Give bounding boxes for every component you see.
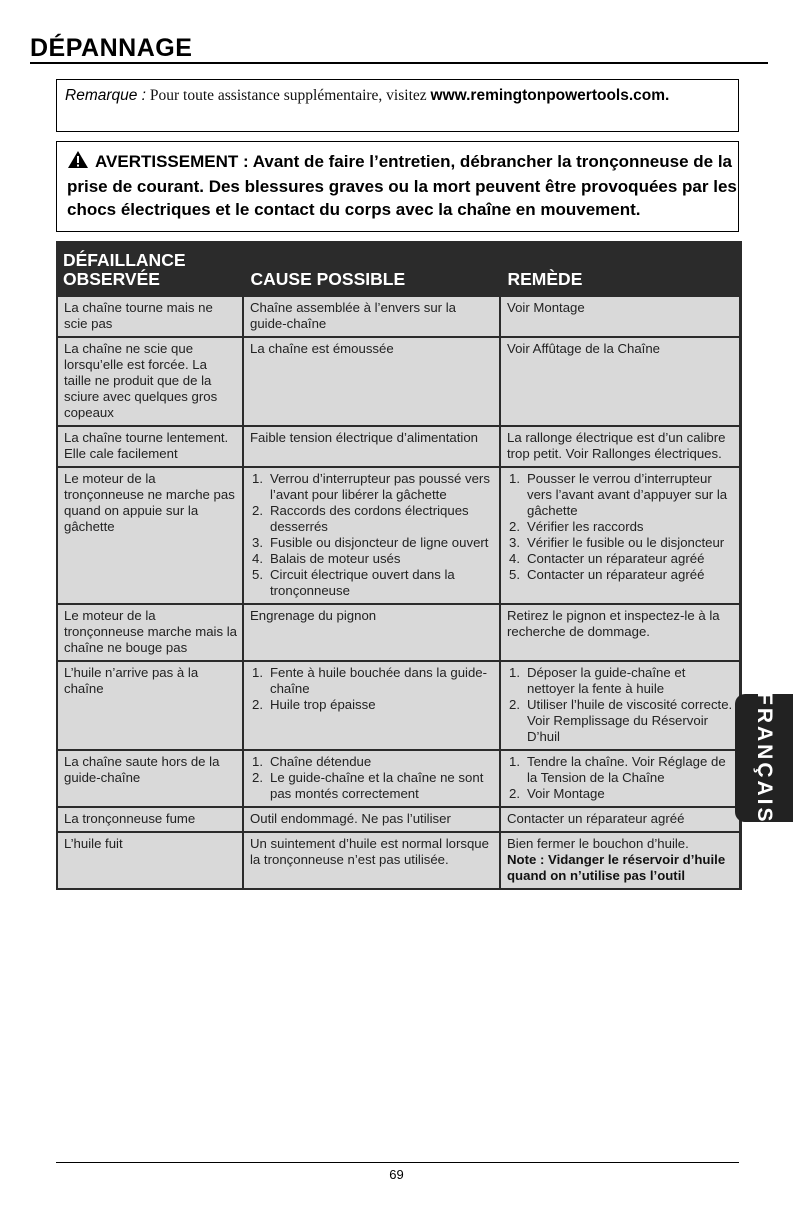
remedy-cell <box>500 750 740 807</box>
cell-text: La rallonge électrique est d’un calibre trop petit. Voir Rallonges électriques. <box>507 430 726 461</box>
list-item <box>507 754 734 786</box>
list-item <box>250 665 494 697</box>
language-tab-label: FRANÇAIS <box>753 691 776 825</box>
title-divider <box>30 62 768 64</box>
item-text: Utiliser l’huile de viscosité correcte. Voir Remplissage du Réservoir D’huil <box>527 697 733 744</box>
note-label: Remarque : <box>65 87 146 104</box>
cause-cell <box>243 467 500 604</box>
cause-cell <box>243 661 500 750</box>
problem-cell: L’huile n’arrive pas à la chaîne <box>57 661 243 750</box>
item-text: Circuit électrique ouvert dans la tronçonneuse <box>270 567 455 598</box>
item-number: 1. <box>252 471 263 486</box>
item-number: 2. <box>252 770 263 785</box>
table-row <box>57 750 740 807</box>
cause-cell <box>243 750 500 807</box>
item-text: Raccords des cordons électriques desserrés <box>270 503 469 534</box>
remedy-list <box>507 665 734 745</box>
item-text: Pousser le verrou d’interrupteur vers l’avant avant d’appuyer sur la gâchette <box>527 471 728 518</box>
item-number: 2. <box>252 503 263 518</box>
list-item <box>507 786 734 802</box>
list-item <box>250 535 494 551</box>
table-row <box>57 604 740 661</box>
problem-cell: Le moteur de la tronçonneuse marche mais la chaîne ne bouge pas <box>57 604 243 661</box>
item-number: 1. <box>509 471 520 486</box>
cell-text: Voir Montage <box>507 300 585 315</box>
item-text: Vérifier les raccords <box>527 519 644 534</box>
item-number: 2. <box>509 697 520 712</box>
item-number: 1. <box>252 665 263 680</box>
website-link[interactable]: www.remingtonpowertools.com. <box>430 87 670 104</box>
cell-text: Faible tension électrique d’alimentation <box>250 430 478 445</box>
table-row <box>57 832 740 889</box>
item-number: 3. <box>509 535 520 550</box>
cause-cell <box>243 337 500 426</box>
item-text: Vérifier le fusible ou le disjoncteur <box>527 535 725 550</box>
page-number: 69 <box>389 1167 404 1182</box>
list-item <box>507 567 734 583</box>
warning-triangle-icon <box>67 150 89 175</box>
item-text: Voir Montage <box>527 786 605 801</box>
cell-text: Bien fermer le bouchon d’huile. <box>507 836 689 851</box>
list-item <box>507 665 734 697</box>
item-text: Tendre la chaîne. Voir Réglage de la Tension de la Chaîne <box>527 754 726 785</box>
remedy-list <box>507 754 734 802</box>
cause-cell <box>243 807 500 832</box>
item-number: 1. <box>509 665 520 680</box>
list-item <box>250 770 494 802</box>
list-item <box>507 551 734 567</box>
remedy-list <box>507 471 734 583</box>
table-row <box>57 337 740 426</box>
problem-cell: La chaîne ne scie que lorsqu’elle est forcée. La taille ne produit que de la sciure avec quelques gros copeaux <box>57 337 243 426</box>
remedy-cell <box>500 661 740 750</box>
list-item <box>507 697 734 745</box>
cause-cell <box>243 426 500 467</box>
item-text: Le guide-chaîne et la chaîne ne sont pas montés correctement <box>270 770 484 801</box>
problem-cell: L’huile fuit <box>57 832 243 889</box>
cell-text: Voir Affûtage de la Chaîne <box>507 341 660 356</box>
footer-divider <box>56 1162 739 1163</box>
problem-cell: La chaîne tourne lentement. Elle cale facilement <box>57 426 243 467</box>
item-number: 5. <box>509 567 520 582</box>
troubleshooting-table <box>56 241 742 890</box>
list-item <box>250 503 494 535</box>
cause-list <box>250 754 494 802</box>
remedy-cell <box>500 296 740 337</box>
list-item <box>250 471 494 503</box>
remedy-cell <box>500 832 740 889</box>
list-item <box>507 519 734 535</box>
cell-text: Chaîne assemblée à l’envers sur la guide-chaîne <box>250 300 456 331</box>
problem-cell: La chaîne saute hors de la guide-chaîne <box>57 750 243 807</box>
table-row <box>57 807 740 832</box>
problem-cell: La chaîne tourne mais ne scie pas <box>57 296 243 337</box>
item-text: Huile trop épaisse <box>270 697 376 712</box>
cell-text: Engrenage du pignon <box>250 608 377 623</box>
language-tab <box>735 691 793 825</box>
list-item <box>250 697 494 713</box>
remedy-cell <box>500 426 740 467</box>
cause-cell <box>243 604 500 661</box>
table-row <box>57 426 740 467</box>
list-item <box>507 471 734 519</box>
header-problem: DÉFAILLANCE OBSERVÉE <box>57 241 243 296</box>
item-text: Déposer la guide-chaîne et nettoyer la fente à huile <box>527 665 686 696</box>
cell-text: Retirez le pignon et inspectez-le à la recherche de dommage. <box>507 608 720 639</box>
cause-list <box>250 665 494 713</box>
problem-cell: La tronçonneuse fume <box>57 807 243 832</box>
item-number: 4. <box>509 551 520 566</box>
list-item <box>250 551 494 567</box>
item-number: 2. <box>252 697 263 712</box>
warning-text: AVERTISSEMENT : Avant de faire l’entretien, débrancher la tronçonneuse de la prise de courant. Des blessures graves ou la mort peuvent être provoquées par les chocs électriques et le contact du corps avec la chaîne en mouvement. <box>67 152 737 219</box>
note-text: Pour toute assistance supplémentaire, visitez <box>145 87 431 104</box>
remedy-note: Note : Vidanger le réservoir d’huile quand on n’utilise pas l’outil <box>507 852 726 883</box>
remedy-cell <box>500 807 740 832</box>
item-number: 5. <box>252 567 263 582</box>
cause-cell <box>243 296 500 337</box>
header-remedy: REMÈDE <box>500 241 740 296</box>
item-text: Balais de moteur usés <box>270 551 401 566</box>
table-row <box>57 467 740 604</box>
item-number: 1. <box>509 754 520 769</box>
cause-list <box>250 471 494 599</box>
table-row <box>57 296 740 337</box>
item-text: Fente à huile bouchée dans la guide-chaîne <box>270 665 488 696</box>
item-text: Chaîne détendue <box>270 754 372 769</box>
item-text: Contacter un réparateur agréé <box>527 567 705 582</box>
item-number: 2. <box>509 786 520 801</box>
item-number: 1. <box>252 754 263 769</box>
item-text: Contacter un réparateur agréé <box>527 551 705 566</box>
list-item <box>507 535 734 551</box>
cell-text: Un suintement d’huile est normal lorsque la tronçonneuse n’est pas utilisée. <box>250 836 489 867</box>
remedy-cell <box>500 337 740 426</box>
cause-cell <box>243 832 500 889</box>
cell-text: Outil endommagé. Ne pas l’utiliser <box>250 811 451 826</box>
header-cause: CAUSE POSSIBLE <box>243 241 500 296</box>
item-number: 3. <box>252 535 263 550</box>
cell-text: La chaîne est émoussée <box>250 341 394 356</box>
list-item <box>250 754 494 770</box>
item-text: Verrou d’interrupteur pas poussé vers l’avant pour libérer la gâchette <box>270 471 490 502</box>
list-item <box>250 567 494 599</box>
table-header-row <box>57 241 740 296</box>
item-number: 4. <box>252 551 263 566</box>
remedy-cell <box>500 604 740 661</box>
item-text: Fusible ou disjoncteur de ligne ouvert <box>270 535 489 550</box>
note-box <box>56 79 739 132</box>
table-row <box>57 661 740 750</box>
warning-box <box>56 141 739 232</box>
cell-text: Contacter un réparateur agréé <box>507 811 685 826</box>
page-title: DÉPANNAGE <box>30 34 193 62</box>
remedy-cell <box>500 467 740 604</box>
item-number: 2. <box>509 519 520 534</box>
problem-cell: Le moteur de la tronçonneuse ne marche pas quand on appuie sur la gâchette <box>57 467 243 604</box>
